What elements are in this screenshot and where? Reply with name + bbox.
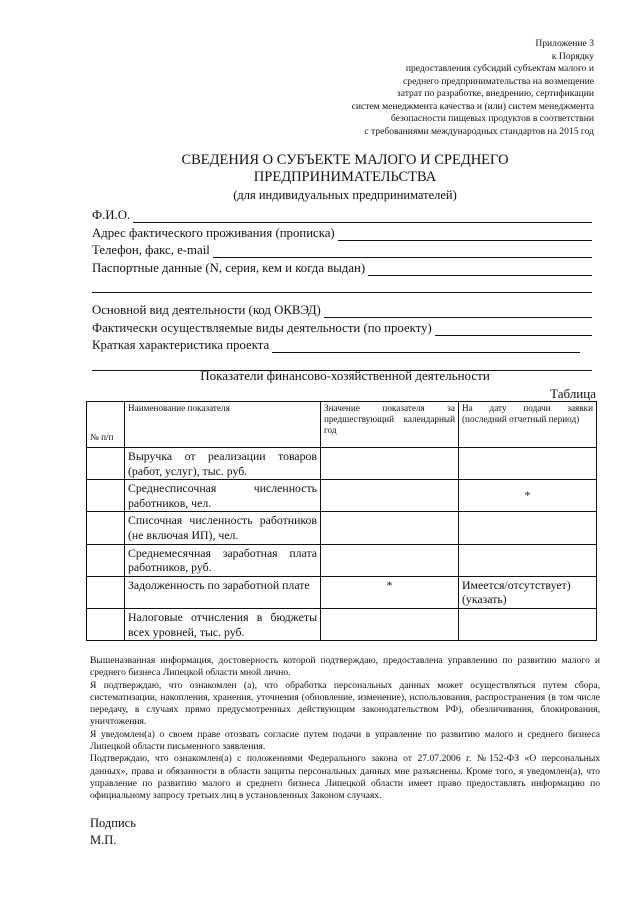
field-address <box>92 223 592 240</box>
indicators-table <box>86 401 597 641</box>
legal-paragraph: Вышеназванная информация, достоверность которой подтверждаю, предоставлена управлению по развитию малого и среднего бизнеса Липецкой области мной лично. <box>90 655 600 679</box>
field-okved <box>92 301 592 318</box>
cell-num <box>87 576 125 608</box>
cell-prev[interactable]: * <box>321 576 459 608</box>
cell-current[interactable]: * <box>459 480 597 512</box>
field-address-input-line[interactable] <box>338 228 592 241</box>
field-actual-activity-input-line[interactable] <box>435 323 592 336</box>
table-header-row <box>87 402 597 448</box>
field-fio <box>92 206 592 223</box>
cell-name: Выручка от реализации товаров (работ, услуг), тыс. руб. <box>125 448 321 480</box>
cell-current[interactable] <box>459 608 597 640</box>
field-phone <box>92 241 592 258</box>
header-name: Наименование показателя <box>125 402 321 448</box>
document-title <box>90 152 600 186</box>
cell-prev[interactable] <box>321 544 459 576</box>
document-subtitle: (для индивидуальных предпринимателей) <box>233 188 457 202</box>
table-row <box>87 608 597 640</box>
appendix-header <box>294 38 594 138</box>
table-label: Таблица <box>550 386 596 401</box>
appendix-line: безопасности пищевых продуктов в соответствии <box>390 113 594 124</box>
legal-text <box>90 655 600 803</box>
header-prev-year: Значение показателя за предшествующий календарный год <box>321 402 459 448</box>
field-passport-label: Паспортные данные (N, серия, кем и когда выдан) <box>92 260 366 275</box>
cell-name: Среднемесячная заработная плата работников, руб. <box>125 544 321 576</box>
field-phone-label: Телефон, факс, e-mail <box>92 243 210 258</box>
appendix-line: к Порядку <box>551 50 594 62</box>
appendix-line: Приложение 3 <box>535 38 594 49</box>
field-passport-input-line[interactable] <box>368 263 592 276</box>
header-num: № п/п <box>87 402 125 448</box>
cell-num <box>87 608 125 640</box>
table-row <box>87 544 597 576</box>
field-address-label: Адрес фактического проживания (прописка) <box>92 225 335 240</box>
field-passport <box>92 258 592 275</box>
cell-name: Среднесписочная численность работников, чел. <box>125 480 321 512</box>
cell-prev[interactable] <box>321 448 459 480</box>
field-fio-input-line[interactable] <box>133 210 592 223</box>
field-phone-input-line[interactable] <box>213 245 592 258</box>
section-title: Показатели финансово-хозяйственной деятельности <box>200 368 490 383</box>
header-current: На дату подачи заявки (последний отчетный период) <box>459 402 597 448</box>
cell-current[interactable] <box>459 512 597 544</box>
field-okved-label: Основной вид деятельности (код ОКВЭД) <box>92 303 321 318</box>
field-actual-activity <box>92 318 592 335</box>
field-project <box>92 336 592 353</box>
field-passport-continuation <box>92 276 592 293</box>
cell-prev[interactable] <box>321 512 459 544</box>
cell-name: Списочная численность работников (не включая ИП), чел. <box>125 512 321 544</box>
field-fio-label: Ф.И.О. <box>92 208 131 223</box>
field-okved-input-line[interactable] <box>324 305 592 318</box>
legal-paragraph: Я уведомлен(а) о своем праве отозвать согласие путем подачи в управление по развитию малого и среднего бизнеса Липецкой области письменного заявления. <box>90 728 600 753</box>
field-passport-continuation-line[interactable] <box>92 280 592 293</box>
table-row <box>87 448 597 480</box>
cell-current[interactable] <box>459 544 597 576</box>
appendix-line: предоставления субсидий субъектам малого и <box>405 63 594 74</box>
cell-num <box>87 544 125 576</box>
field-actual-activity-label: Фактически осуществляемые виды деятельности (по проекту) <box>92 320 432 335</box>
cell-prev[interactable] <box>321 608 459 640</box>
title-line-1: СВЕДЕНИЯ О СУБЪЕКТЕ МАЛОГО И СРЕДНЕГО <box>181 152 509 168</box>
cell-name: Задолженность по заработной плате <box>125 576 321 608</box>
field-project-input-line[interactable] <box>272 340 580 353</box>
cell-num <box>87 480 125 512</box>
cell-current[interactable] <box>459 448 597 480</box>
cell-num <box>87 448 125 480</box>
table-row <box>87 576 597 608</box>
cell-prev[interactable] <box>321 480 459 512</box>
appendix-line: с требованиями международных стандартов на 2015 год <box>364 125 594 137</box>
table-row <box>87 512 597 544</box>
title-line-2: ПРЕДПРИНИМАТЕЛЬСТВА <box>253 169 437 185</box>
signature-label: Подпись <box>90 816 136 830</box>
signature-block <box>90 815 136 849</box>
legal-paragraph: Подтверждаю, что ознакомлен(а) с положениями Федерального закона от 27.07.2006 г. №152-ФЗ «О персональных данных», права и обязанности в области защиты персональных данных мне разъяснены. Кроме того, я уведомлен(а), что управление по развитию малого и среднего бизнеса Липецкой области имеет право предоставлять информацию по официальному запросу третьих лиц в установленных Законом случаях. <box>90 753 600 802</box>
appendix-line: затрат по разработке, внедрению, сертификации <box>396 88 594 99</box>
applicant-fields <box>92 206 592 371</box>
table-row <box>87 480 597 512</box>
stamp-label: М.П. <box>90 833 117 847</box>
cell-name: Налоговые отчисления в бюджеты всех уровней, тыс. руб. <box>125 608 321 640</box>
legal-paragraph: Я подтверждаю, что ознакомлен (а), что обработка персональных данных может осуществляться путем сбора, систематизации, накопления, хранения, уточнения (обновление, изменение), использования, распространения (в том числе передачу, в случаях прямо предусмотренных действующим законодательством РФ), обезличивания, блокирования, уничтожения. <box>90 679 600 728</box>
appendix-line: систем менеджмента качества и (или) систем менеджмента <box>351 100 594 112</box>
cell-current[interactable]: Имеется/отсутствует) (указать) <box>459 576 597 608</box>
appendix-line: среднего предпринимательства на возмещение <box>403 75 594 87</box>
cell-num <box>87 512 125 544</box>
field-project-label: Краткая характеристика проекта <box>92 338 270 353</box>
